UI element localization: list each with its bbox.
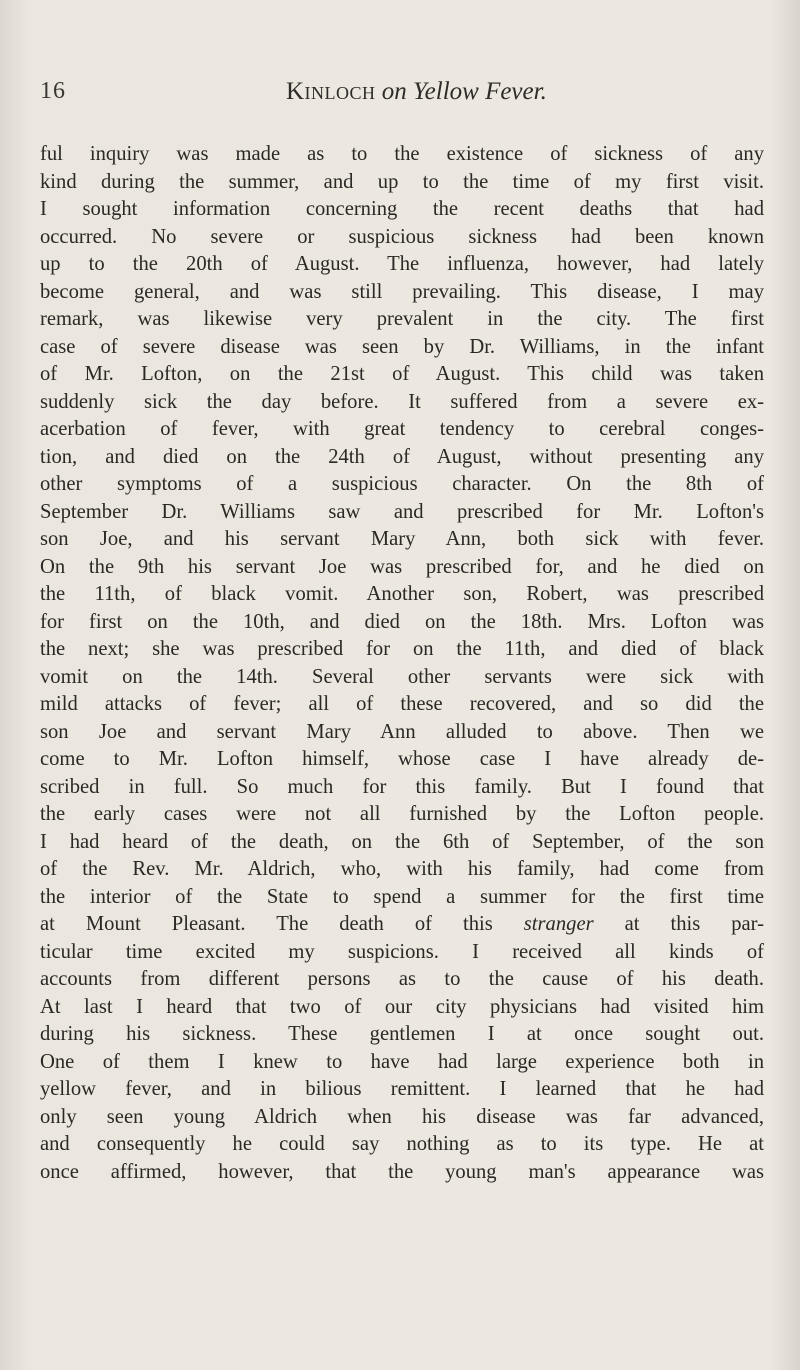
running-head-connector: on (375, 78, 414, 105)
page-number: 16 (40, 78, 66, 104)
text-line: occurred. No severe or suspicious sickness had been known (40, 225, 764, 248)
line-29-before: at Mount Pleasant. The death of this (40, 913, 524, 935)
text-line: One of them I knew to have had large experience both in (40, 1050, 764, 1073)
text-line: vomit on the 14th. Several other servants were sick with (40, 665, 764, 688)
text-line: and consequently he could say nothing as to its type. He at (40, 1133, 764, 1155)
running-head (286, 78, 547, 106)
text-line: September Dr. Williams saw and prescribed for Mr. Lofton's (40, 500, 764, 523)
line-29-after: at this par- (593, 913, 764, 935)
text-line: case of severe disease was seen by Dr. Williams, in the infant (40, 335, 764, 358)
text-line: accounts from different persons as to the cause of his death. (40, 968, 764, 990)
text-line: ticular time excited my suspicions. I received all kinds of (40, 940, 764, 963)
text-line: up to the 20th of August. The influenza, however, had lately (40, 253, 764, 275)
text-line: yellow fever, and in bilious remittent. I learned that he had (40, 1078, 764, 1100)
text-line: of Mr. Lofton, on the 21st of August. This child was taken (40, 363, 764, 385)
text-line: son Joe, and his servant Mary Ann, both sick with fever. (40, 528, 764, 550)
text-line: At last I heard that two of our city physicians had visited him (40, 995, 764, 1018)
text-line: ful inquiry was made as to the existence of sickness of any (40, 143, 764, 165)
body-text (40, 141, 764, 1186)
text-line: suddenly sick the day before. It suffered from a severe ex- (40, 390, 764, 413)
running-head-title: Yellow Fever. (413, 78, 547, 105)
text-line: become general, and was still prevailing. This disease, I may (40, 280, 764, 303)
text-line: only seen young Aldrich when his disease was far advanced, (40, 1105, 764, 1128)
text-line-with-emphasis (40, 911, 764, 939)
text-line: I sought information concerning the recent deaths that had (40, 198, 764, 220)
text-line: other symptoms of a suspicious character. On the 8th of (40, 473, 764, 495)
text-line: scribed in full. So much for this family. But I found that (40, 775, 764, 798)
text-line: of the Rev. Mr. Aldrich, who, with his family, had come from (40, 858, 764, 880)
text-line: the interior of the State to spend a summer for the first time (40, 885, 764, 908)
text-line: son Joe and servant Mary Ann alluded to above. Then we (40, 720, 764, 743)
text-line: kind during the summer, and up to the time of my first visit. (40, 170, 764, 193)
emphasis-stranger: stranger (523, 913, 594, 935)
text-line: On the 9th his servant Joe was prescribed for, and he died on (40, 555, 764, 578)
running-head-author: Kinloch (286, 78, 376, 105)
page-header (40, 78, 780, 112)
text-line: the 11th, of black vomit. Another son, Robert, was prescribed (40, 583, 764, 605)
text-line: mild attacks of fever; all of these recovered, and so did the (40, 693, 764, 715)
text-line: remark, was likewise very prevalent in the city. The first (40, 308, 764, 330)
text-line: the next; she was prescribed for on the 11th, and died of black (40, 638, 764, 660)
text-line: the early cases were not all furnished by the Lofton people. (40, 803, 764, 825)
text-line: I had heard of the death, on the 6th of September, of the son (40, 830, 764, 853)
text-line: come to Mr. Lofton himself, whose case I have already de- (40, 748, 764, 770)
text-line: once affirmed, however, that the young man's appearance was (40, 1160, 764, 1183)
text-line: tion, and died on the 24th of August, without presenting any (40, 445, 764, 468)
text-line: for first on the 10th, and died on the 18th. Mrs. Lofton was (40, 610, 764, 633)
text-line: acerbation of fever, with great tendency to cerebral conges- (40, 418, 764, 440)
text-line: during his sickness. These gentlemen I at once sought out. (40, 1023, 764, 1045)
